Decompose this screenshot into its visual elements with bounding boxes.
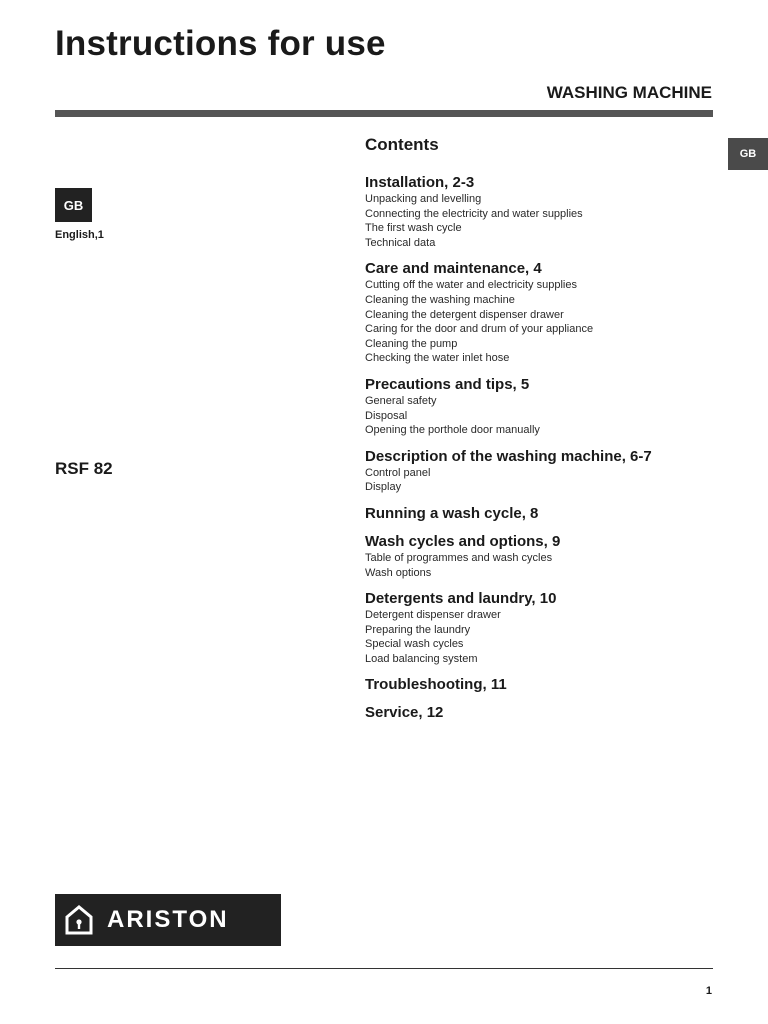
section-item: Technical data: [365, 236, 436, 249]
section-item: Checking the water inlet hose: [365, 352, 510, 365]
house-icon: [64, 904, 94, 936]
section-heading: Precautions and tips, 5: [365, 375, 530, 393]
language-badge: GB: [55, 188, 92, 222]
contents-section: [365, 533, 715, 580]
section-heading: Wash cycles and options, 9: [365, 532, 561, 550]
section-item: Control panel: [365, 466, 431, 479]
contents-section: [365, 590, 715, 666]
section-item: Display: [365, 481, 402, 494]
section-heading: Service, 12: [365, 704, 444, 722]
contents-title: Contents: [365, 135, 439, 154]
section-item: The first wash cycle: [365, 222, 462, 235]
section-item: Load balancing system: [365, 652, 478, 665]
contents-section: [365, 174, 715, 250]
section-heading: Description of the washing machine, 6-7: [365, 447, 652, 465]
section-item: Cleaning the detergent dispenser drawer: [365, 308, 564, 321]
brand-logo: [55, 894, 281, 946]
contents-sections: [365, 174, 715, 722]
section-item: Cleaning the pump: [365, 337, 458, 350]
contents-section: [365, 676, 715, 694]
contents-section: [365, 704, 715, 722]
section-item: Cleaning the washing machine: [365, 293, 515, 306]
section-item: Cutting off the water and electricity supplies: [365, 279, 577, 292]
table-of-contents: [365, 135, 715, 732]
page-title: Instructions for use: [55, 24, 386, 63]
page-number: 1: [705, 985, 712, 997]
section-item: Wash options: [365, 566, 432, 579]
section-item: Detergent dispenser drawer: [365, 609, 501, 622]
model-number: RSF 82: [55, 459, 113, 478]
header-divider: [55, 110, 713, 117]
contents-section: [365, 448, 715, 495]
contents-section: [365, 260, 715, 366]
footer-divider: [55, 968, 713, 969]
section-heading: Installation, 2-3: [365, 174, 475, 191]
brand-name: ARISTON: [107, 906, 229, 933]
document-subtitle: WASHING MACHINE: [546, 83, 712, 102]
section-item: Special wash cycles: [365, 638, 464, 651]
contents-section: [365, 376, 715, 438]
section-item: General safety: [365, 394, 437, 407]
section-heading: Detergents and laundry, 10: [365, 590, 557, 608]
section-item: Caring for the door and drum of your appliance: [365, 323, 594, 336]
section-item: Connecting the electricity and water supplies: [365, 207, 583, 220]
section-item: Opening the porthole door manually: [365, 424, 540, 437]
section-item: Preparing the laundry: [365, 623, 471, 636]
section-item: Unpacking and levelling: [365, 193, 482, 205]
section-heading: Running a wash cycle, 8: [365, 504, 539, 522]
section-item: Table of programmes and wash cycles: [365, 551, 553, 564]
contents-section: [365, 505, 715, 523]
section-item: Disposal: [365, 409, 408, 422]
section-heading: Care and maintenance, 4: [365, 260, 542, 278]
section-heading: Troubleshooting, 11: [365, 676, 507, 694]
language-label: English,1: [55, 229, 104, 241]
language-side-tab: GB: [728, 138, 768, 170]
